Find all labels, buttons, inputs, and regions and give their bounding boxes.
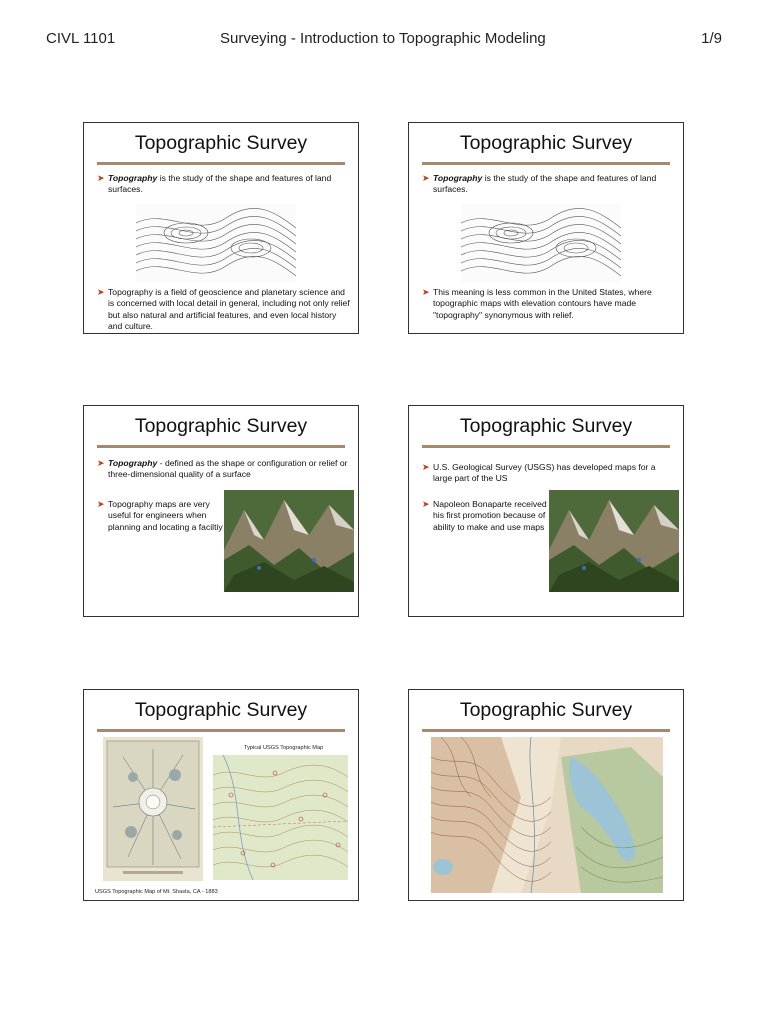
slide-title: Topographic Survey xyxy=(459,415,633,437)
title-divider xyxy=(97,162,345,165)
title-divider xyxy=(97,445,345,448)
contour-sketch-image xyxy=(136,203,296,283)
slide-5 xyxy=(83,689,359,901)
bullet-term: Topography xyxy=(108,458,158,468)
bullet-term: Topography xyxy=(433,173,483,183)
slide-title: Topographic Survey xyxy=(459,699,633,721)
bullet-arrow-icon: ➤ xyxy=(422,499,430,509)
title-divider xyxy=(97,729,345,732)
bullet-2 xyxy=(422,499,552,533)
bullet-text: is the study of the shape and features of land surfaces. xyxy=(108,173,332,195)
document-title: Surveying - Introduction to Topographic Modeling xyxy=(220,30,546,47)
course-code: CIVL 1101 xyxy=(46,30,116,47)
slide-title: Topographic Survey xyxy=(459,132,633,154)
slide-title: Topographic Survey xyxy=(134,132,308,154)
bullet-text: U.S. Geological Survey (USGS) has developed maps for a large part of the US xyxy=(433,462,656,484)
bullet-text: is the study of the shape and features of land surfaces. xyxy=(433,173,657,195)
title-divider xyxy=(422,445,670,448)
bullet-2 xyxy=(422,287,677,321)
bullet-text: - defined as the shape or configuration or relief or three-dimensional quality of a surface xyxy=(108,458,348,480)
title-divider xyxy=(422,729,670,732)
bullet-arrow-icon: ➤ xyxy=(97,173,105,183)
page-number: 1/9 xyxy=(701,30,722,47)
usgs-topo-map-image xyxy=(213,755,348,880)
bullet-2 xyxy=(97,499,227,533)
slide-2 xyxy=(408,122,684,334)
bullet-text: Topography maps are very useful for engineers when planning and locating a faciltiy xyxy=(108,499,223,532)
bullet-arrow-icon: ➤ xyxy=(422,173,430,183)
bullet-text: This meaning is less common in the United States, where topographic maps with elevation contours have made "topography" synonymous with relief. xyxy=(433,287,652,320)
slide-6 xyxy=(408,689,684,901)
bullet-2 xyxy=(97,287,352,332)
bullet-1 xyxy=(422,462,677,485)
historic-map-caption: USGS Topographic Map of Mt. Shasta, CA - 1883 xyxy=(95,889,218,895)
bullet-arrow-icon: ➤ xyxy=(422,287,430,297)
bullet-arrow-icon: ➤ xyxy=(97,499,105,509)
bullet-1 xyxy=(422,173,677,196)
bullet-text: Napoleon Bonaparte received his first promotion because of ability to make and use maps xyxy=(433,499,547,532)
slide-title: Topographic Survey xyxy=(134,415,308,437)
contour-sketch-image xyxy=(461,203,621,283)
bullet-arrow-icon: ➤ xyxy=(422,462,430,472)
historic-map-image xyxy=(103,737,203,881)
bullet-text: Topography is a field of geoscience and planetary science and is concerned with local detail in general, including not only relief but also natural and artificial features, and even local history and culture. xyxy=(108,287,350,331)
terrain-3d-image xyxy=(549,490,679,592)
usgs-map-label: Typical USGS Topographic Map xyxy=(244,745,324,751)
bullet-arrow-icon: ➤ xyxy=(97,458,105,468)
bullet-term: Topography xyxy=(108,173,158,183)
slide-1 xyxy=(83,122,359,334)
page-header xyxy=(0,0,768,60)
bullet-1 xyxy=(97,458,352,481)
shaded-topo-map-image xyxy=(431,737,663,893)
bullet-arrow-icon: ➤ xyxy=(97,287,105,297)
slide-3 xyxy=(83,405,359,617)
slide-title: Topographic Survey xyxy=(134,699,308,721)
bullet-1 xyxy=(97,173,352,196)
slide-4 xyxy=(408,405,684,617)
terrain-3d-image xyxy=(224,490,354,592)
title-divider xyxy=(422,162,670,165)
